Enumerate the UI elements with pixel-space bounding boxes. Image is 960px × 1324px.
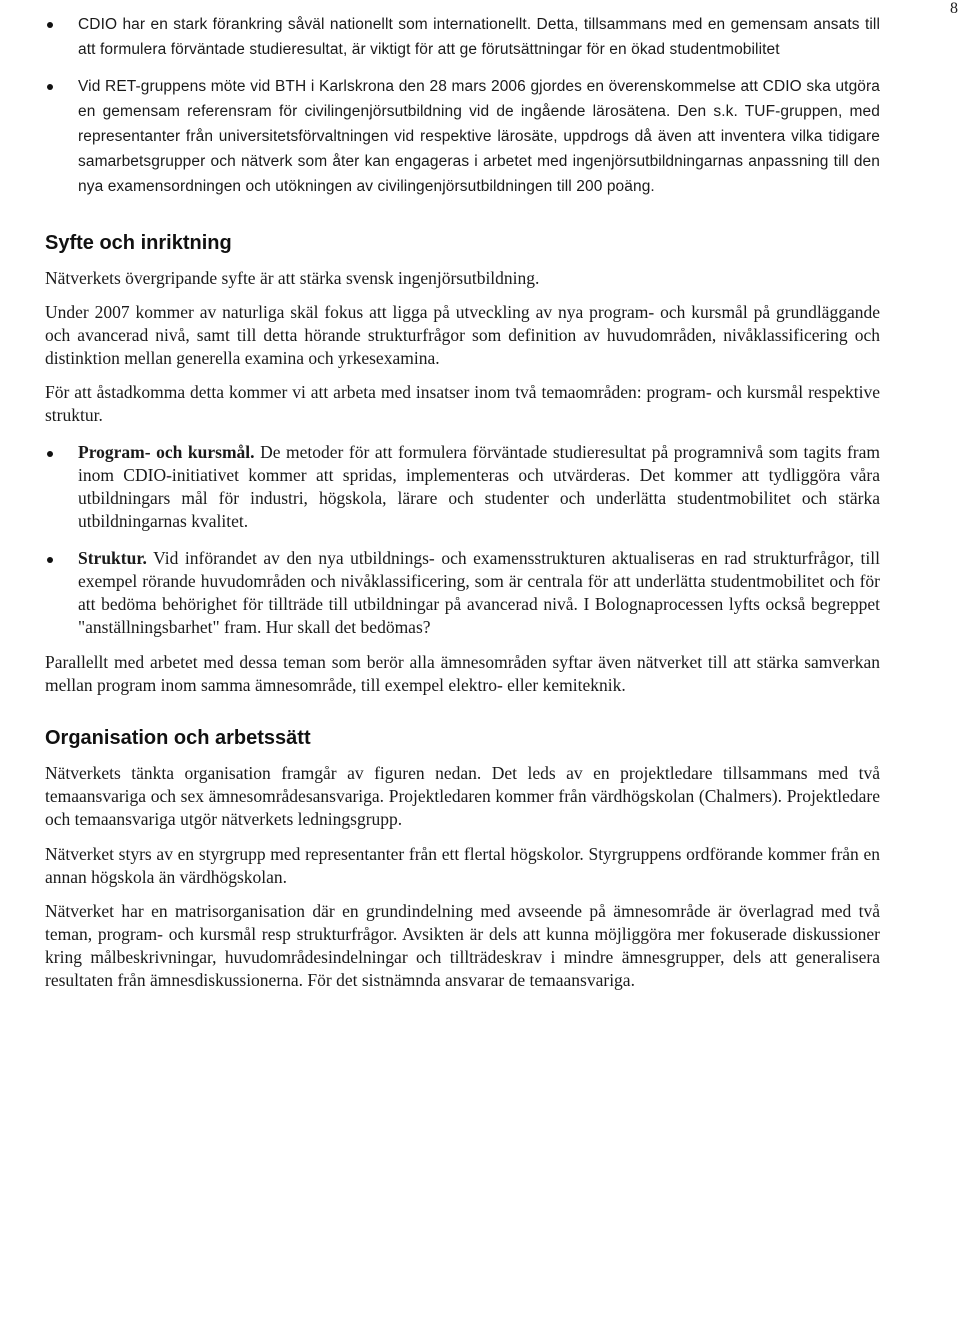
bullet-term-struktur: Struktur. (78, 548, 147, 568)
bullet-program-och-kursmal (45, 441, 880, 533)
intro-bullet-ret-meeting: Vid RET-gruppens möte vid BTH i Karlskrona den 28 mars 2006 gjordes en överenskommelse att CDIO ska utgöra en gemensam referensram för civilingenjörsutbildning vid de ingående lärosätena. Den s.k. TUF-gruppen, med representanter från universitetsförvaltningen vid respektive lärosäte, uppdrogs då även att inventera vilka tidigare samarbetsgrupper och nätverk som åter kan engageras i arbetet med ingenjörsutbildningarnas anpassning till den nya examensordningen och utökningen av civilingenjörsutbildningen till 200 poäng. (45, 74, 880, 199)
paragraph-overall-purpose: Nätverkets övergripande syfte är att stärka svensk ingenjörsutbildning. (45, 268, 540, 288)
paragraph-theme-areas: För att åstadkomma detta kommer vi att arbeta med insatser inom två temaområden: program- och kursmål respektive struktur. (45, 382, 880, 425)
bullet-struktur (45, 547, 880, 639)
paragraph-matrix-organisation: Nätverket har en matrisorganisation där en grundindelning med avseende på ämnesområde är överlagrad med två teman, program- och kursmål resp strukturfrågor. Avsikten är dels att kunna möjliggöra mer fokuserade diskussioner kring målbeskrivningar, huvudområdesindelningar och tillträdeskrav i mindre ämnesgrupper, dels att generalisera resultaten från ämnesdiskussionerna. För det sistnämnda ansvarar de temaansvariga. (45, 901, 880, 990)
heading-syfte-och-inriktning: Syfte och inriktning (45, 232, 232, 254)
paragraph-steering-group: Nätverket styrs av en styrgrupp med representanter från ett flertal högskolor. Styrgruppens ordförande kommer från en annan högskola än värdhögskolan. (45, 844, 880, 887)
paragraph-focus-2007: Under 2007 kommer av naturliga skäl fokus att ligga på utveckling av nya program- och kursmål på grundläggande och avancerad nivå, samt till detta hörande strukturfrågor som definition av huvudområden, nivåklassificering och distinktion mellan generella examina och yrkesexamina. (45, 302, 880, 368)
intro-bullet-cdio-anchoring: CDIO har en stark förankring såväl nationellt som internationellt. Detta, tillsammans med en gemensam ansats till att formulera förväntade studieresultat, är viktigt för att ge förutsättningar för en ökad studentmobilitet (45, 12, 880, 62)
heading-organisation-och-arbetssatt: Organisation och arbetssätt (45, 727, 311, 749)
bullet-text-struktur: Vid införandet av den nya utbildnings- och examensstrukturen aktualiseras en rad strukturfrågor, till exempel rörande huvudområden och nivåklassificering, som är centrala för att underlätta studentmobilitet och för att bedöma behörighet för tillträde till utbildningar på avancerad nivå. I Bolognaprocessen lyfts också begreppet "anställningsbarhet" fram. Hur skall det bedömas? (78, 548, 880, 637)
paragraph-network-organisation: Nätverkets tänkta organisation framgår av figuren nedan. Det leds av en projektledare tillsammans med två temaansvariga och sex ämnesområdesansvariga. Projektledaren kommer från värdhögskolan (Chalmers). Projektledare och temaansvariga utgör nätverkets ledningsgrupp. (45, 763, 880, 829)
bullet-text-program: De metoder för att formulera förväntade studieresultat på programnivå som tagits fram inom CDIO-initiativet kommer att spridas, implementeras och utvärderas. Det kommer att tydliggöra våra utbildningars mål för industri, högskola, lärare och studenter och underlätta studentmobilitet och stärka utbildningarnas kvalitet. (78, 442, 880, 531)
paragraph-parallel-collaboration: Parallellt med arbetet med dessa teman som berör alla ämnesområden syftar även nätverket till att stärka samverkan mellan program inom samma ämnesområde, till exempel elektro- eller kemiteknik. (45, 652, 880, 695)
document-body (45, 12, 880, 992)
bullet-term-program: Program- och kursmål. (78, 442, 255, 462)
page-number: 8 (950, 0, 958, 17)
